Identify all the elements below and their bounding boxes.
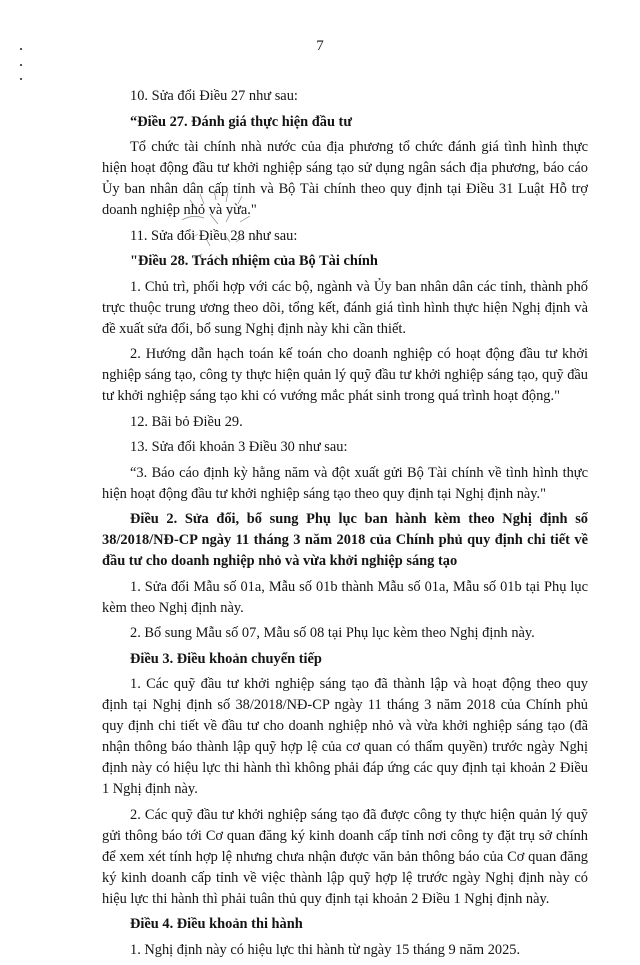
article-paragraph: “3. Báo cáo định kỳ hằng năm và đột xuất gửi Bộ Tài chính về tình hình thực hiện hoạt động đầu tư khởi nghiệp sáng tạo theo quy định tại Nghị định này."	[102, 464, 588, 502]
article-paragraph: 1. Chủ trì, phối hợp với các bộ, ngành và Ủy ban nhân dân các tỉnh, thành phố trực thuộc trung ương theo dõi, tổng kết, đánh giá tình hình thực hiện Nghị định và đề xuất sửa đổi, bổ sung Nghị định này khi cần thiết.	[102, 278, 588, 337]
article-heading: “Điều 27. Đánh giá thực hiện đầu tư	[130, 113, 352, 130]
amendment-item: 11. Sửa đổi Điều 28 như sau:	[130, 227, 298, 244]
article-paragraph: 1. Các quỹ đầu tư khởi nghiệp sáng tạo đã thành lập và hoạt động theo quy định tại Nghị định số 38/2018/NĐ-CP ngày 11 tháng 3 năm 2018 của Chính phủ quy định chi tiết về đầu tư cho doanh nghiệp nhỏ và vừa khởi nghiệp sáng tạo (đã nhận thông báo thành lập quỹ hợp lệ của cơ quan có thẩm quyền) trước ngày Nghị định này có hiệu lực thi hành thì không phải đáp ứng các quy định tại khoản 2 Điều 1 Nghị định này.	[102, 676, 588, 797]
article-heading: "Điều 28. Trách nhiệm của Bộ Tài chính	[130, 253, 378, 269]
document-body	[102, 86, 588, 965]
article-heading: Điều 2. Sửa đổi, bổ sung Phụ lục ban hành kèm theo Nghị định số 38/2018/NĐ-CP ngày 11 tháng 3 năm 2018 của Chính phủ quy định chi tiết về đầu tư cho doanh nghiệp nhỏ và vừa khởi nghiệp sáng tạo	[102, 511, 588, 569]
margin-mark	[20, 78, 22, 80]
page-number: 7	[316, 38, 324, 54]
amendment-item: 13. Sửa đổi khoản 3 Điều 30 như sau:	[130, 439, 348, 455]
article-heading: Điều 4. Điều khoản thi hành	[130, 916, 303, 932]
article-paragraph: 1. Nghị định này có hiệu lực thi hành từ ngày 15 tháng 9 năm 2025.	[130, 941, 521, 958]
margin-mark	[20, 48, 22, 50]
article-paragraph: 2. Hướng dẫn hạch toán kế toán cho doanh nghiệp có hoạt động đầu tư khởi nghiệp sáng tạo, công ty thực hiện quản lý quỹ đầu tư khởi nghiệp sáng tạo, quỹ đầu tư khởi nghiệp sáng tạo khi có vướng mắc phát sinh trong quá trình hoạt động."	[102, 346, 588, 404]
article-heading: Điều 3. Điều khoản chuyển tiếp	[130, 650, 322, 667]
margin-mark	[20, 64, 22, 66]
amendment-item: 10. Sửa đổi Điều 27 như sau:	[130, 88, 298, 104]
article-paragraph: Tổ chức tài chính nhà nước của địa phương tổ chức đánh giá tình hình thực hiện hoạt động đầu tư khởi nghiệp sáng tạo sử dụng ngân sách địa phương, báo cáo Ủy ban nhân dân cấp tỉnh và Bộ Tài chính theo quy định tại Điều 31 Luật Hỗ trợ doanh nghiệp nhỏ và vừa."	[102, 139, 588, 218]
amendment-item: 12. Bãi bỏ Điều 29.	[130, 413, 243, 430]
article-paragraph: 2. Bổ sung Mẫu số 07, Mẫu số 08 tại Phụ lục kèm theo Nghị định này.	[130, 625, 535, 641]
article-paragraph: 1. Sửa đổi Mẫu số 01a, Mẫu số 01b thành Mẫu số 01a, Mẫu số 01b tại Phụ lục kèm theo Nghị định này.	[102, 578, 588, 616]
article-paragraph: 2. Các quỹ đầu tư khởi nghiệp sáng tạo đã được công ty thực hiện quản lý quỹ gửi thông báo tới Cơ quan đăng ký kinh doanh cấp tỉnh nơi công ty đặt trụ sở chính để xem xét tính hợp lệ nhưng chưa nhận được văn bản thông báo của Cơ quan đăng ký kinh doanh cấp tỉnh về việc thành lập quỹ hợp lệ trước ngày Nghị định này có hiệu lực thi hành thì phải tuân thủ quy định tại khoản 2 Điều 1 Nghị định này.	[102, 806, 588, 907]
